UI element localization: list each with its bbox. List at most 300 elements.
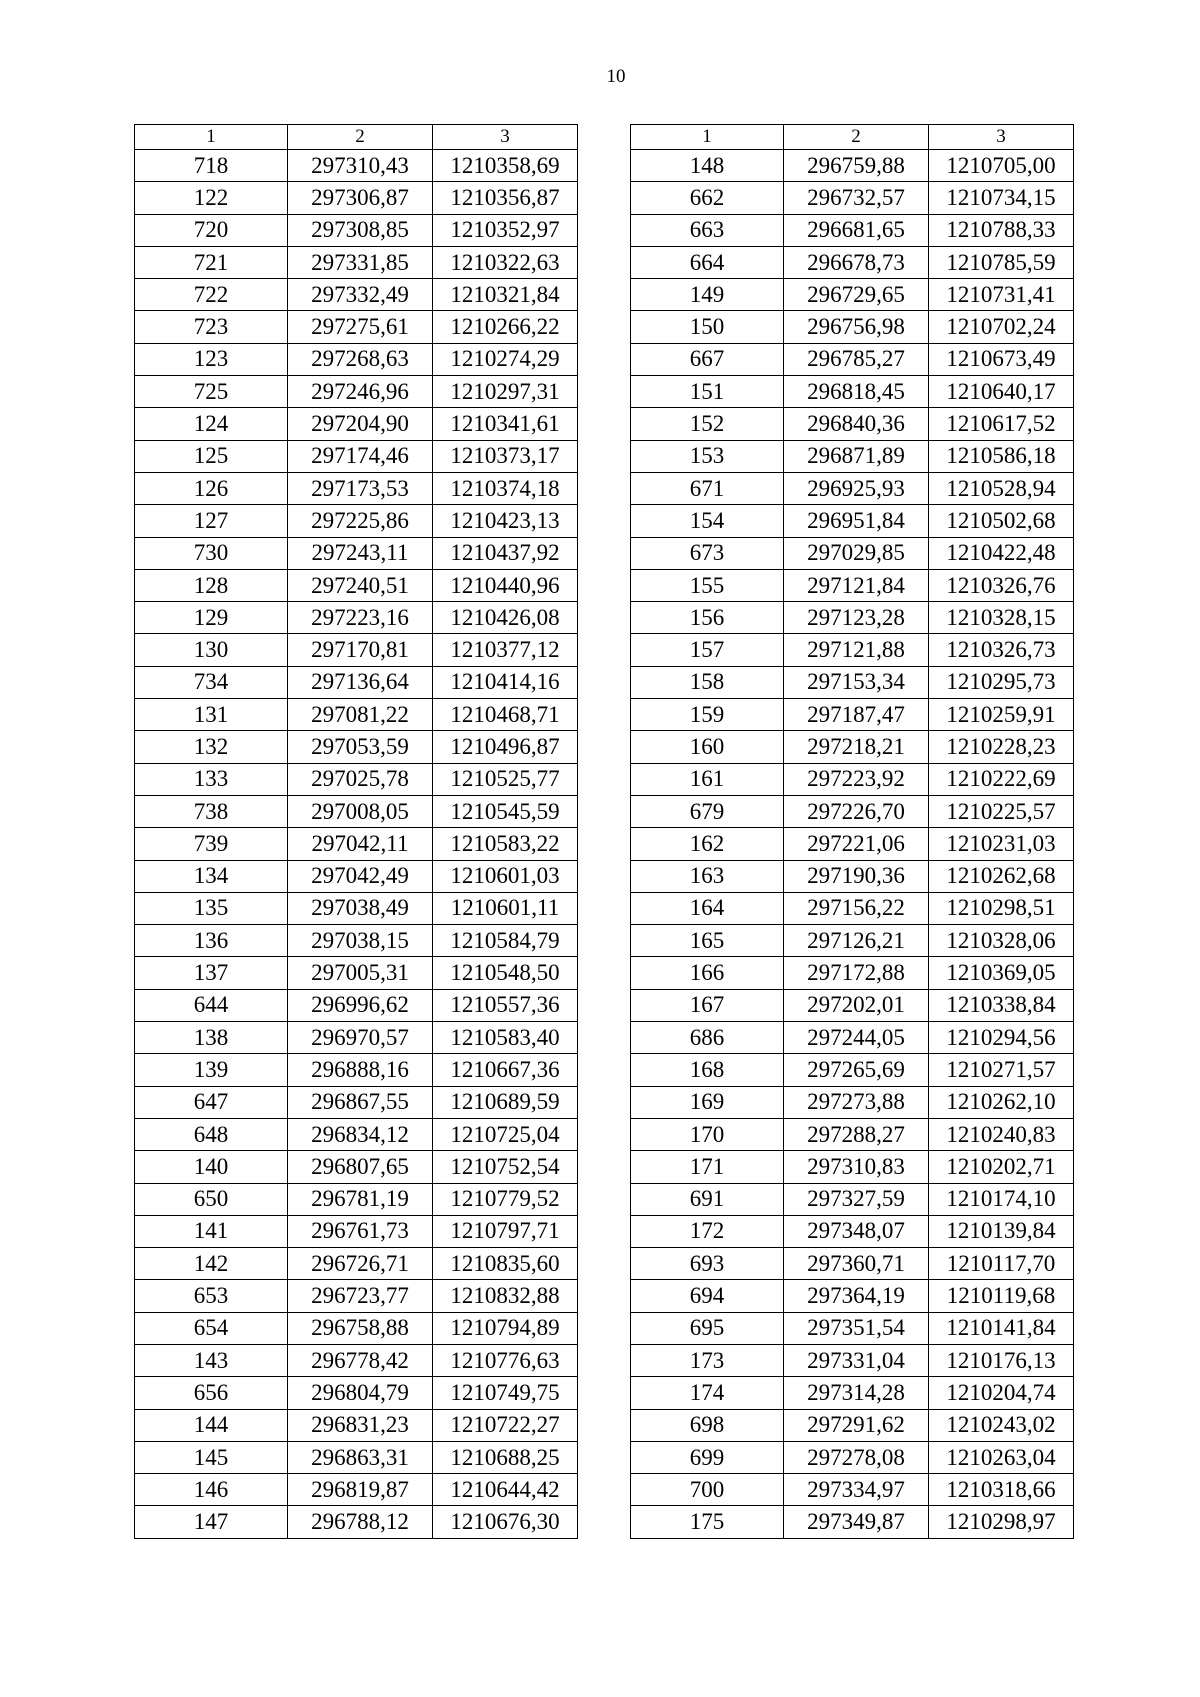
- point-number-cell: 699: [631, 1441, 784, 1473]
- y-coordinate-cell: 1210225,57: [929, 795, 1074, 827]
- x-coordinate-cell: 296871,89: [784, 440, 929, 472]
- x-coordinate-cell: 296925,93: [784, 472, 929, 504]
- y-coordinate-cell: 1210341,61: [433, 408, 578, 440]
- x-coordinate-cell: 297042,49: [288, 860, 433, 892]
- x-coordinate-cell: 297327,59: [784, 1183, 929, 1215]
- point-number-cell: 131: [135, 699, 288, 731]
- point-number-cell: 159: [631, 699, 784, 731]
- x-coordinate-cell: 297246,96: [288, 376, 433, 408]
- x-coordinate-cell: 296840,36: [784, 408, 929, 440]
- point-number-cell: 147: [135, 1506, 288, 1538]
- y-coordinate-cell: 1210222,69: [929, 763, 1074, 795]
- table-row: [631, 1118, 1074, 1150]
- x-coordinate-cell: 297173,53: [288, 472, 433, 504]
- y-coordinate-cell: 1210204,74: [929, 1377, 1074, 1409]
- table-row: [135, 1506, 578, 1538]
- y-coordinate-cell: 1210676,30: [433, 1506, 578, 1538]
- column-header: 1: [135, 125, 288, 150]
- y-coordinate-cell: 1210776,63: [433, 1344, 578, 1376]
- point-number-cell: 161: [631, 763, 784, 795]
- y-coordinate-cell: 1210557,36: [433, 989, 578, 1021]
- y-coordinate-cell: 1210202,71: [929, 1151, 1074, 1183]
- x-coordinate-cell: 297153,34: [784, 666, 929, 698]
- point-number-cell: 700: [631, 1474, 784, 1506]
- table-row: [631, 1183, 1074, 1215]
- table-row: [631, 1506, 1074, 1538]
- table-header-row: [631, 125, 1074, 150]
- point-number-cell: 175: [631, 1506, 784, 1538]
- table-row: [631, 1086, 1074, 1118]
- point-number-cell: 156: [631, 602, 784, 634]
- x-coordinate-cell: 297042,11: [288, 828, 433, 860]
- y-coordinate-cell: 1210496,87: [433, 731, 578, 763]
- table-row: [135, 408, 578, 440]
- x-coordinate-cell: 297306,87: [288, 182, 433, 214]
- y-coordinate-cell: 1210785,59: [929, 246, 1074, 278]
- x-coordinate-cell: 297310,83: [784, 1151, 929, 1183]
- table-row: [135, 1183, 578, 1215]
- point-number-cell: 667: [631, 343, 784, 375]
- x-coordinate-cell: 297008,05: [288, 795, 433, 827]
- x-coordinate-cell: 296818,45: [784, 376, 929, 408]
- x-coordinate-cell: 297126,21: [784, 925, 929, 957]
- y-coordinate-cell: 1210231,03: [929, 828, 1074, 860]
- y-coordinate-cell: 1210174,10: [929, 1183, 1074, 1215]
- point-number-cell: 132: [135, 731, 288, 763]
- table-row: [135, 1377, 578, 1409]
- point-number-cell: 169: [631, 1086, 784, 1118]
- x-coordinate-cell: 297240,51: [288, 569, 433, 601]
- y-coordinate-cell: 1210422,48: [929, 537, 1074, 569]
- y-coordinate-cell: 1210318,66: [929, 1474, 1074, 1506]
- point-number-cell: 150: [631, 311, 784, 343]
- point-number-cell: 138: [135, 1022, 288, 1054]
- y-coordinate-cell: 1210722,27: [433, 1409, 578, 1441]
- y-coordinate-cell: 1210139,84: [929, 1215, 1074, 1247]
- table-row: [631, 602, 1074, 634]
- point-number-cell: 720: [135, 214, 288, 246]
- y-coordinate-cell: 1210601,03: [433, 860, 578, 892]
- x-coordinate-cell: 297174,46: [288, 440, 433, 472]
- point-number-cell: 126: [135, 472, 288, 504]
- point-number-cell: 140: [135, 1151, 288, 1183]
- table-row: [631, 666, 1074, 698]
- y-coordinate-cell: 1210779,52: [433, 1183, 578, 1215]
- point-number-cell: 166: [631, 957, 784, 989]
- x-coordinate-cell: 297244,05: [784, 1022, 929, 1054]
- point-number-cell: 691: [631, 1183, 784, 1215]
- column-header: 3: [433, 125, 578, 150]
- y-coordinate-cell: 1210617,52: [929, 408, 1074, 440]
- point-number-cell: 718: [135, 150, 288, 182]
- y-coordinate-cell: 1210705,00: [929, 150, 1074, 182]
- table-row: [135, 182, 578, 214]
- point-number-cell: 155: [631, 569, 784, 601]
- table-row: [135, 246, 578, 278]
- point-number-cell: 160: [631, 731, 784, 763]
- table-row: [631, 1409, 1074, 1441]
- x-coordinate-cell: 297038,15: [288, 925, 433, 957]
- point-number-cell: 170: [631, 1118, 784, 1150]
- y-coordinate-cell: 1210274,29: [433, 343, 578, 375]
- y-coordinate-cell: 1210528,94: [929, 472, 1074, 504]
- table-row: [135, 279, 578, 311]
- table-row: [631, 1022, 1074, 1054]
- y-coordinate-cell: 1210294,56: [929, 1022, 1074, 1054]
- point-number-cell: 125: [135, 440, 288, 472]
- y-coordinate-cell: 1210328,06: [929, 925, 1074, 957]
- point-number-cell: 734: [135, 666, 288, 698]
- table-row: [135, 602, 578, 634]
- table-row: [631, 311, 1074, 343]
- table-row: [135, 1441, 578, 1473]
- y-coordinate-cell: 1210119,68: [929, 1280, 1074, 1312]
- x-coordinate-cell: 296970,57: [288, 1022, 433, 1054]
- table-row: [135, 537, 578, 569]
- y-coordinate-cell: 1210688,25: [433, 1441, 578, 1473]
- x-coordinate-cell: 297308,85: [288, 214, 433, 246]
- y-coordinate-cell: 1210298,97: [929, 1506, 1074, 1538]
- y-coordinate-cell: 1210586,18: [929, 440, 1074, 472]
- table-row: [631, 860, 1074, 892]
- point-number-cell: 171: [631, 1151, 784, 1183]
- table-row: [135, 957, 578, 989]
- table-row: [135, 569, 578, 601]
- point-number-cell: 145: [135, 1441, 288, 1473]
- point-number-cell: 654: [135, 1312, 288, 1344]
- table-row: [135, 1344, 578, 1376]
- x-coordinate-cell: 297226,70: [784, 795, 929, 827]
- point-number-cell: 149: [631, 279, 784, 311]
- x-coordinate-cell: 297053,59: [288, 731, 433, 763]
- table-row: [135, 1151, 578, 1183]
- table-row: [135, 376, 578, 408]
- table-row: [135, 343, 578, 375]
- x-coordinate-cell: 296819,87: [288, 1474, 433, 1506]
- x-coordinate-cell: 297243,11: [288, 537, 433, 569]
- y-coordinate-cell: 1210338,84: [929, 989, 1074, 1021]
- point-number-cell: 142: [135, 1248, 288, 1280]
- table-row: [631, 1151, 1074, 1183]
- point-number-cell: 725: [135, 376, 288, 408]
- x-coordinate-cell: 296951,84: [784, 505, 929, 537]
- y-coordinate-cell: 1210352,97: [433, 214, 578, 246]
- x-coordinate-cell: 297310,43: [288, 150, 433, 182]
- point-number-cell: 721: [135, 246, 288, 278]
- x-coordinate-cell: 297225,86: [288, 505, 433, 537]
- x-coordinate-cell: 296732,57: [784, 182, 929, 214]
- x-coordinate-cell: 297172,88: [784, 957, 929, 989]
- table-row: [631, 246, 1074, 278]
- x-coordinate-cell: 296678,73: [784, 246, 929, 278]
- y-coordinate-cell: 1210176,13: [929, 1344, 1074, 1376]
- y-coordinate-cell: 1210259,91: [929, 699, 1074, 731]
- point-number-cell: 173: [631, 1344, 784, 1376]
- y-coordinate-cell: 1210640,17: [929, 376, 1074, 408]
- table-row: [631, 1344, 1074, 1376]
- table-row: [135, 795, 578, 827]
- y-coordinate-cell: 1210297,31: [433, 376, 578, 408]
- table-row: [631, 343, 1074, 375]
- x-coordinate-cell: 297348,07: [784, 1215, 929, 1247]
- point-number-cell: 653: [135, 1280, 288, 1312]
- table-row: [135, 472, 578, 504]
- point-number-cell: 172: [631, 1215, 784, 1247]
- y-coordinate-cell: 1210263,04: [929, 1441, 1074, 1473]
- y-coordinate-cell: 1210797,71: [433, 1215, 578, 1247]
- point-number-cell: 157: [631, 634, 784, 666]
- point-number-cell: 673: [631, 537, 784, 569]
- y-coordinate-cell: 1210583,22: [433, 828, 578, 860]
- x-coordinate-cell: 296788,12: [288, 1506, 433, 1538]
- point-number-cell: 139: [135, 1054, 288, 1086]
- y-coordinate-cell: 1210673,49: [929, 343, 1074, 375]
- table-row: [631, 634, 1074, 666]
- y-coordinate-cell: 1210689,59: [433, 1086, 578, 1118]
- point-number-cell: 167: [631, 989, 784, 1021]
- y-coordinate-cell: 1210731,41: [929, 279, 1074, 311]
- table-row: [135, 150, 578, 182]
- x-coordinate-cell: 297314,28: [784, 1377, 929, 1409]
- table-row: [135, 1409, 578, 1441]
- table-row: [631, 1248, 1074, 1280]
- table-row: [631, 214, 1074, 246]
- table-row: [631, 731, 1074, 763]
- y-coordinate-cell: 1210752,54: [433, 1151, 578, 1183]
- point-number-cell: 143: [135, 1344, 288, 1376]
- point-number-cell: 165: [631, 925, 784, 957]
- x-coordinate-cell: 296778,42: [288, 1344, 433, 1376]
- table-row: [135, 634, 578, 666]
- x-coordinate-cell: 297156,22: [784, 892, 929, 924]
- point-number-cell: 723: [135, 311, 288, 343]
- point-number-cell: 730: [135, 537, 288, 569]
- x-coordinate-cell: 297223,92: [784, 763, 929, 795]
- y-coordinate-cell: 1210644,42: [433, 1474, 578, 1506]
- x-coordinate-cell: 296834,12: [288, 1118, 433, 1150]
- table-row: [135, 1118, 578, 1150]
- x-coordinate-cell: 297360,71: [784, 1248, 929, 1280]
- x-coordinate-cell: 297202,01: [784, 989, 929, 1021]
- x-coordinate-cell: 296723,77: [288, 1280, 433, 1312]
- y-coordinate-cell: 1210240,83: [929, 1118, 1074, 1150]
- table-row: [135, 1215, 578, 1247]
- point-number-cell: 129: [135, 602, 288, 634]
- table-row: [631, 925, 1074, 957]
- y-coordinate-cell: 1210468,71: [433, 699, 578, 731]
- y-coordinate-cell: 1210326,73: [929, 634, 1074, 666]
- y-coordinate-cell: 1210321,84: [433, 279, 578, 311]
- x-coordinate-cell: 297351,54: [784, 1312, 929, 1344]
- x-coordinate-cell: 297221,06: [784, 828, 929, 860]
- table-row: [631, 408, 1074, 440]
- point-number-cell: 698: [631, 1409, 784, 1441]
- x-coordinate-cell: 297081,22: [288, 699, 433, 731]
- y-coordinate-cell: 1210525,77: [433, 763, 578, 795]
- point-number-cell: 694: [631, 1280, 784, 1312]
- x-coordinate-cell: 297218,21: [784, 731, 929, 763]
- x-coordinate-cell: 296726,71: [288, 1248, 433, 1280]
- x-coordinate-cell: 297334,97: [784, 1474, 929, 1506]
- point-number-cell: 671: [631, 472, 784, 504]
- table-row: [631, 182, 1074, 214]
- x-coordinate-cell: 296681,65: [784, 214, 929, 246]
- table-row: [135, 311, 578, 343]
- x-coordinate-cell: 297349,87: [784, 1506, 929, 1538]
- y-coordinate-cell: 1210328,15: [929, 602, 1074, 634]
- y-coordinate-cell: 1210228,23: [929, 731, 1074, 763]
- x-coordinate-cell: 296729,65: [784, 279, 929, 311]
- point-number-cell: 722: [135, 279, 288, 311]
- table-row: [631, 892, 1074, 924]
- y-coordinate-cell: 1210117,70: [929, 1248, 1074, 1280]
- table-row: [631, 505, 1074, 537]
- x-coordinate-cell: 297136,64: [288, 666, 433, 698]
- table-row: [135, 1312, 578, 1344]
- table-row: [631, 957, 1074, 989]
- table-row: [631, 699, 1074, 731]
- table-row: [631, 763, 1074, 795]
- x-coordinate-cell: 297288,27: [784, 1118, 929, 1150]
- y-coordinate-cell: 1210583,40: [433, 1022, 578, 1054]
- y-coordinate-cell: 1210749,75: [433, 1377, 578, 1409]
- table-row: [631, 989, 1074, 1021]
- x-coordinate-cell: 297331,85: [288, 246, 433, 278]
- x-coordinate-cell: 297268,63: [288, 343, 433, 375]
- column-header: 2: [288, 125, 433, 150]
- y-coordinate-cell: 1210358,69: [433, 150, 578, 182]
- table-row: [135, 731, 578, 763]
- table-row: [135, 763, 578, 795]
- table-row: [135, 1248, 578, 1280]
- x-coordinate-cell: 297223,16: [288, 602, 433, 634]
- table-row: [631, 537, 1074, 569]
- x-coordinate-cell: 297204,90: [288, 408, 433, 440]
- point-number-cell: 644: [135, 989, 288, 1021]
- x-coordinate-cell: 297190,36: [784, 860, 929, 892]
- y-coordinate-cell: 1210440,96: [433, 569, 578, 601]
- point-number-cell: 134: [135, 860, 288, 892]
- x-coordinate-cell: 297291,62: [784, 1409, 929, 1441]
- table-row: [135, 214, 578, 246]
- point-number-cell: 146: [135, 1474, 288, 1506]
- y-coordinate-cell: 1210423,13: [433, 505, 578, 537]
- x-coordinate-cell: 297187,47: [784, 699, 929, 731]
- y-coordinate-cell: 1210295,73: [929, 666, 1074, 698]
- point-number-cell: 151: [631, 376, 784, 408]
- column-header: 1: [631, 125, 784, 150]
- y-coordinate-cell: 1210262,10: [929, 1086, 1074, 1118]
- table-row: [631, 150, 1074, 182]
- x-coordinate-cell: 296888,16: [288, 1054, 433, 1086]
- x-coordinate-cell: 296996,62: [288, 989, 433, 1021]
- point-number-cell: 162: [631, 828, 784, 860]
- table-row: [135, 828, 578, 860]
- x-coordinate-cell: 297364,19: [784, 1280, 929, 1312]
- table-row: [631, 1474, 1074, 1506]
- point-number-cell: 163: [631, 860, 784, 892]
- y-coordinate-cell: 1210548,50: [433, 957, 578, 989]
- point-number-cell: 679: [631, 795, 784, 827]
- point-number-cell: 124: [135, 408, 288, 440]
- point-number-cell: 648: [135, 1118, 288, 1150]
- point-number-cell: 664: [631, 246, 784, 278]
- x-coordinate-cell: 297121,88: [784, 634, 929, 666]
- y-coordinate-cell: 1210667,36: [433, 1054, 578, 1086]
- table-row: [135, 1280, 578, 1312]
- table-row: [631, 1215, 1074, 1247]
- point-number-cell: 144: [135, 1409, 288, 1441]
- x-coordinate-cell: 296831,23: [288, 1409, 433, 1441]
- page-number: 10: [606, 66, 626, 87]
- x-coordinate-cell: 297123,28: [784, 602, 929, 634]
- y-coordinate-cell: 1210502,68: [929, 505, 1074, 537]
- x-coordinate-cell: 297275,61: [288, 311, 433, 343]
- table-header-row: [135, 125, 578, 150]
- point-number-cell: 136: [135, 925, 288, 957]
- x-coordinate-cell: 297170,81: [288, 634, 433, 666]
- table-row: [631, 1280, 1074, 1312]
- x-coordinate-cell: 297273,88: [784, 1086, 929, 1118]
- x-coordinate-cell: 297332,49: [288, 279, 433, 311]
- y-coordinate-cell: 1210369,05: [929, 957, 1074, 989]
- y-coordinate-cell: 1210271,57: [929, 1054, 1074, 1086]
- table-row: [631, 1054, 1074, 1086]
- table-row: [135, 1022, 578, 1054]
- point-number-cell: 158: [631, 666, 784, 698]
- point-number-cell: 686: [631, 1022, 784, 1054]
- point-number-cell: 148: [631, 150, 784, 182]
- y-coordinate-cell: 1210702,24: [929, 311, 1074, 343]
- table-row: [135, 892, 578, 924]
- y-coordinate-cell: 1210835,60: [433, 1248, 578, 1280]
- point-number-cell: 693: [631, 1248, 784, 1280]
- point-number-cell: 137: [135, 957, 288, 989]
- x-coordinate-cell: 296756,98: [784, 311, 929, 343]
- point-number-cell: 650: [135, 1183, 288, 1215]
- table-row: [631, 376, 1074, 408]
- table-row: [135, 925, 578, 957]
- table-row: [135, 440, 578, 472]
- y-coordinate-cell: 1210298,51: [929, 892, 1074, 924]
- table-row: [631, 1312, 1074, 1344]
- x-coordinate-cell: 296781,19: [288, 1183, 433, 1215]
- point-number-cell: 123: [135, 343, 288, 375]
- table-row: [135, 989, 578, 1021]
- table-row: [135, 1474, 578, 1506]
- point-number-cell: 122: [135, 182, 288, 214]
- coordinates-table-left: [134, 124, 578, 1539]
- y-coordinate-cell: 1210584,79: [433, 925, 578, 957]
- y-coordinate-cell: 1210725,04: [433, 1118, 578, 1150]
- point-number-cell: 133: [135, 763, 288, 795]
- x-coordinate-cell: 296867,55: [288, 1086, 433, 1118]
- column-header: 2: [784, 125, 929, 150]
- point-number-cell: 656: [135, 1377, 288, 1409]
- table-row: [631, 1441, 1074, 1473]
- table-row: [135, 1086, 578, 1118]
- coordinates-table-right: [630, 124, 1074, 1539]
- y-coordinate-cell: 1210545,59: [433, 795, 578, 827]
- point-number-cell: 662: [631, 182, 784, 214]
- x-coordinate-cell: 296761,73: [288, 1215, 433, 1247]
- point-number-cell: 168: [631, 1054, 784, 1086]
- y-coordinate-cell: 1210373,17: [433, 440, 578, 472]
- x-coordinate-cell: 297265,69: [784, 1054, 929, 1086]
- point-number-cell: 127: [135, 505, 288, 537]
- x-coordinate-cell: 297121,84: [784, 569, 929, 601]
- point-number-cell: 130: [135, 634, 288, 666]
